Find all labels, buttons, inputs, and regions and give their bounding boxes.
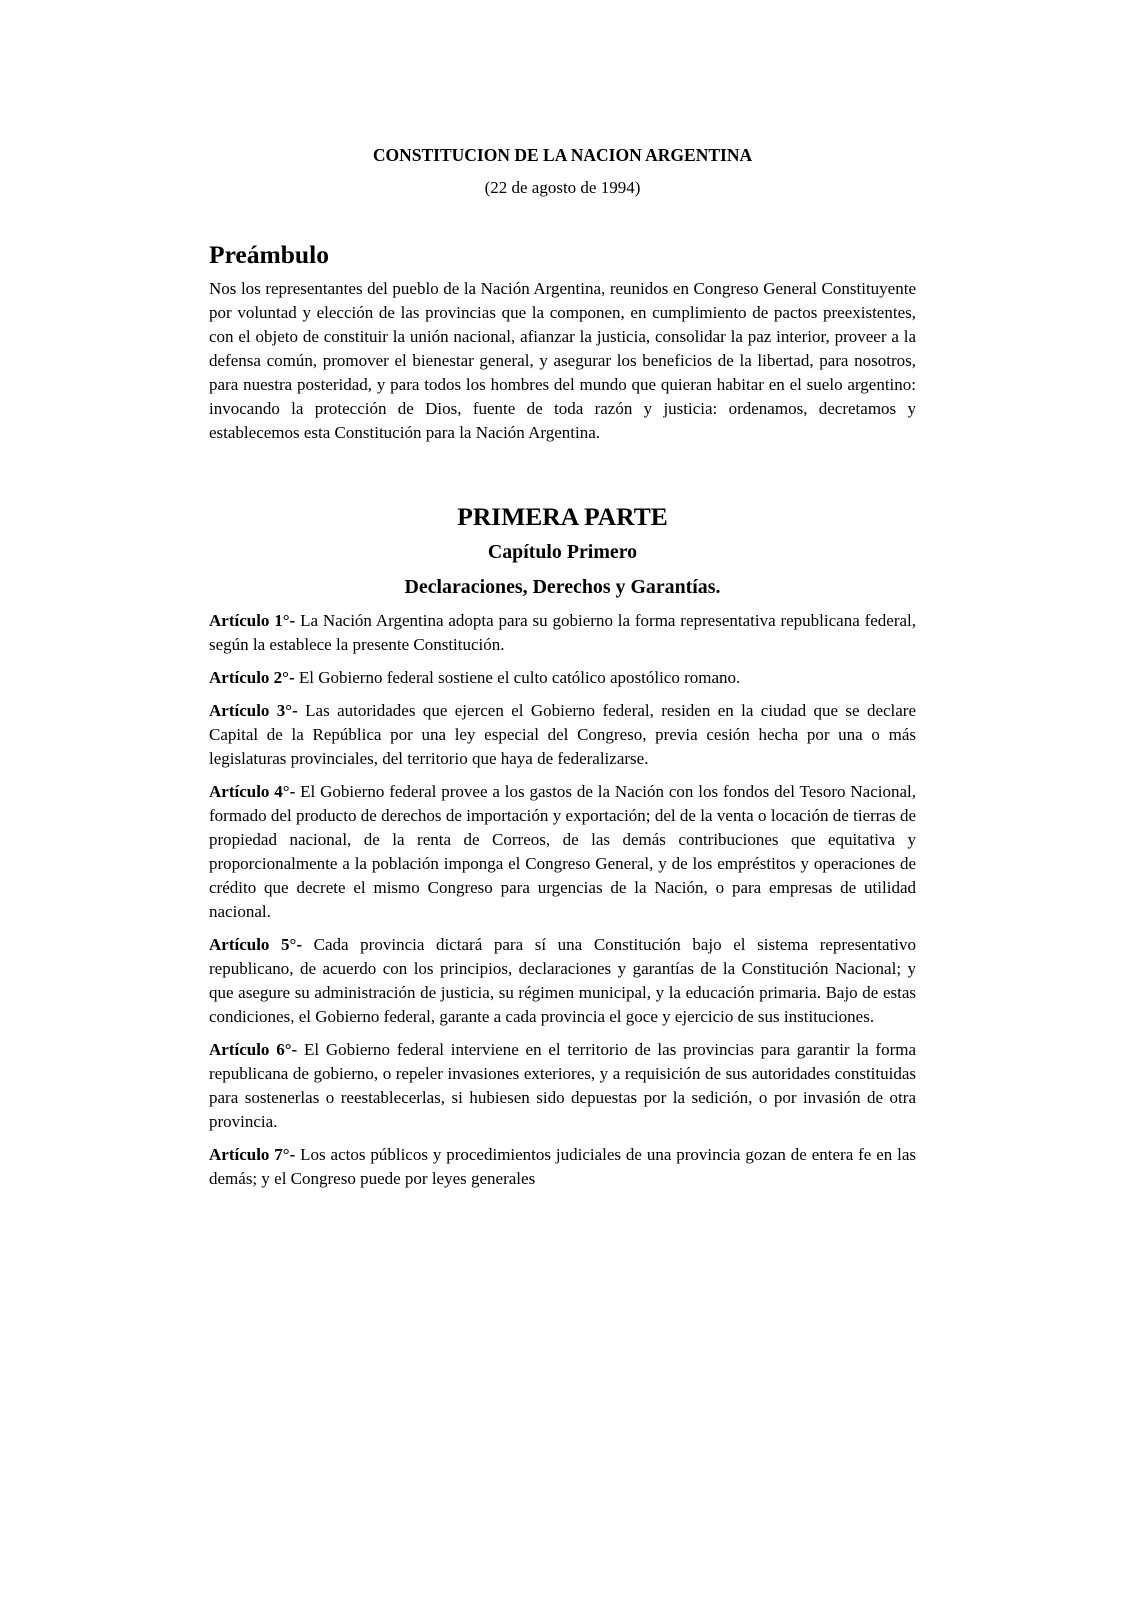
article-3-label: Artículo 3°- bbox=[209, 701, 298, 720]
article-4-text: El Gobierno federal provee a los gastos de la Nación con los fondos del Tesoro Nacional, formado del producto de derechos de importación y exportación; del de la venta o locación de tierras de propiedad nacional, de la renta de Correos, de las demás contribuciones que equitativa y proporcionalmente a la población imponga el Congreso General, y de los empréstitos y operaciones de crédito que decrete el mismo Congreso para urgencias de la Nación, o para empresas de utilidad nacional. bbox=[209, 782, 916, 921]
document-date-subtitle: (22 de agosto de 1994) bbox=[484, 178, 641, 197]
article-7 bbox=[209, 1143, 916, 1191]
chapter-heading: Capítulo Primero bbox=[487, 541, 638, 563]
article-5 bbox=[209, 933, 916, 1029]
article-3-text: Las autoridades que ejercen el Gobierno federal, residen en la ciudad que se declare Capital de la República por una ley especial del Congreso, previa cesión hecha por una o más legislaturas provinciales, del territorio que haya de federalizarse. bbox=[209, 701, 917, 768]
article-7-text: Los actos públicos y procedimientos judiciales de una provincia gozan de entera fe en las demás; y el Congreso puede por leyes generales bbox=[209, 1145, 917, 1188]
article-3 bbox=[209, 699, 916, 771]
article-4 bbox=[209, 780, 916, 924]
article-6 bbox=[209, 1038, 916, 1134]
article-4-label: Artículo 4°- bbox=[209, 782, 296, 801]
article-2 bbox=[209, 666, 916, 690]
article-2-text: El Gobierno federal sostiene el culto católico apostólico romano. bbox=[298, 668, 741, 687]
article-6-label: Artículo 6°- bbox=[209, 1040, 298, 1059]
preamble-paragraph: Nos los representantes del pueblo de la Nación Argentina, reunidos en Congreso General Constituyente por voluntad y elección de las provincias que la componen, en cumplimiento de pactos preexistentes, con el objeto de constituir la unión nacional, afianzar la justicia, consolidar la paz interior, proveer a la defensa común, promover el bienestar general, y asegurar los beneficios de la libertad, para nosotros, para nuestra posteridad, y para todos los hombres del mundo que quieran habitar en el suelo argentino: invocando la protección de Dios, fuente de toda razón y justicia: ordenamos, decretamos y establecemos esta Constitución para la Nación Argentina. bbox=[209, 279, 916, 442]
section-heading: Declaraciones, Derechos y Garantías. bbox=[404, 576, 721, 598]
part-heading: PRIMERA PARTE bbox=[457, 502, 668, 531]
article-1-text: La Nación Argentina adopta para su gobierno la forma representativa republicana federal, según la establece la presente Constitución. bbox=[209, 611, 917, 654]
article-2-label: Artículo 2°- bbox=[209, 668, 295, 687]
article-5-text: Cada provincia dictará para sí una Constitución bajo el sistema representativo republicano, de acuerdo con los principios, declaraciones y garantías de la Constitución Nacional; y que asegure su administración de justicia, su régimen municipal, y la educación primaria. Bajo de estas condiciones, el Gobierno federal, garante a cada provincia el goce y ejercicio de sus instituciones. bbox=[209, 935, 917, 1026]
article-6-text: El Gobierno federal interviene en el territorio de las provincias para garantir la forma republicana de gobierno, o repeler invasiones exteriores, y a requisición de sus autoridades constituidas para sostenerlas o reestablecerlas, si hubiesen sido depuestas por la sedición, o por invasión de otra provincia. bbox=[209, 1040, 916, 1131]
article-7-label: Artículo 7°- bbox=[209, 1145, 296, 1164]
document-title: CONSTITUCION DE LA NACION ARGENTINA bbox=[372, 145, 753, 165]
article-1-label: Artículo 1°- bbox=[209, 611, 296, 630]
preamble-heading: Preámbulo bbox=[209, 240, 329, 269]
article-1 bbox=[209, 609, 916, 657]
article-5-label: Artículo 5°- bbox=[209, 935, 303, 954]
